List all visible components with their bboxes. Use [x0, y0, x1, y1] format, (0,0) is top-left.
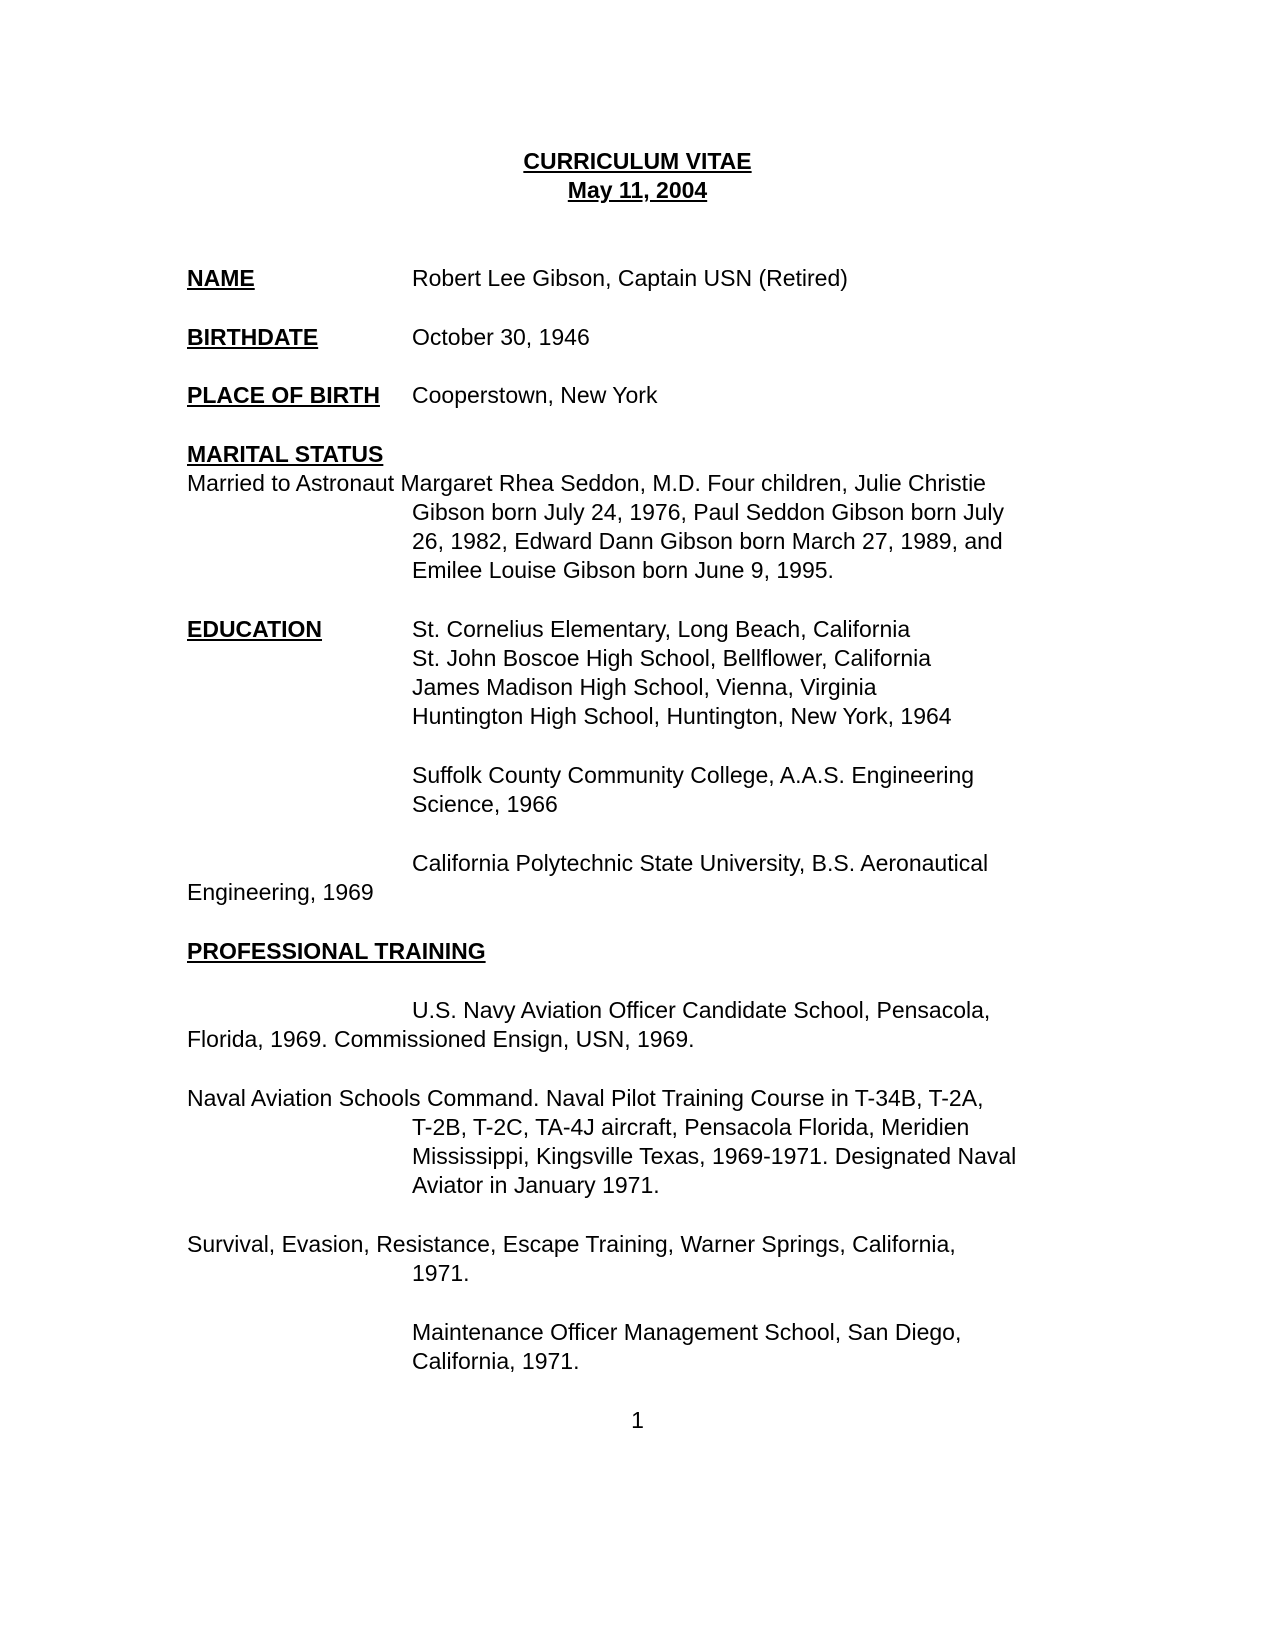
professional-training-label: PROFESSIONAL TRAINING [187, 938, 486, 964]
education-college: Science, 1966 [412, 791, 558, 817]
name-value: Robert Lee Gibson, Captain USN (Retired) [412, 265, 848, 291]
training-sere: Survival, Evasion, Resistance, Escape Training, Warner Springs, California, [187, 1231, 956, 1257]
education-school: Huntington High School, Huntington, New York, 1964 [412, 703, 952, 729]
training-pilot: Mississippi, Kingsville Texas, 1969-1971. Designated Naval [412, 1143, 1017, 1169]
education-university: California Polytechnic State University, B.S. Aeronautical [412, 850, 989, 876]
marital-status-label: MARITAL STATUS [187, 441, 384, 467]
education-university: Engineering, 1969 [187, 879, 374, 905]
education-college: Suffolk County Community College, A.A.S. Engineering [412, 762, 975, 788]
training-ocs: Florida, 1969. Commissioned Ensign, USN, 1969. [187, 1026, 695, 1052]
training-ocs: U.S. Navy Aviation Officer Candidate School, Pensacola, [412, 997, 991, 1023]
document-title: CURRICULUM VITAE [523, 148, 752, 174]
name-label: NAME [187, 265, 255, 291]
marital-line: Emilee Louise Gibson born June 9, 1995. [412, 557, 834, 583]
page-number: 1 [631, 1407, 644, 1433]
training-pilot: Aviator in January 1971. [412, 1172, 660, 1198]
training-maintenance: Maintenance Officer Management School, San Diego, [412, 1319, 962, 1345]
education-school: James Madison High School, Vienna, Virginia [412, 674, 877, 700]
education-label: EDUCATION [187, 616, 323, 642]
document-date: May 11, 2004 [567, 177, 708, 203]
training-sere: 1971. [412, 1260, 470, 1286]
education-school: St. John Boscoe High School, Bellflower, California [412, 645, 932, 671]
marital-line: Married to Astronaut Margaret Rhea Seddon, M.D. Four children, Julie Christie [187, 470, 986, 496]
birthdate-label: BIRTHDATE [187, 324, 319, 350]
education-school: St. Cornelius Elementary, Long Beach, California [412, 616, 911, 642]
marital-line: 26, 1982, Edward Dann Gibson born March 27, 1989, and [412, 528, 1003, 554]
training-pilot: Naval Aviation Schools Command. Naval Pilot Training Course in T-34B, T-2A, [187, 1085, 984, 1111]
training-maintenance: California, 1971. [412, 1348, 580, 1374]
training-pilot: T-2B, T-2C, TA-4J aircraft, Pensacola Florida, Meridien [412, 1114, 970, 1140]
birthdate-value: October 30, 1946 [412, 324, 590, 350]
place-of-birth-label: PLACE OF BIRTH [187, 382, 380, 408]
marital-line: Gibson born July 24, 1976, Paul Seddon Gibson born July [412, 499, 1004, 525]
place-of-birth-value: Cooperstown, New York [412, 382, 658, 408]
